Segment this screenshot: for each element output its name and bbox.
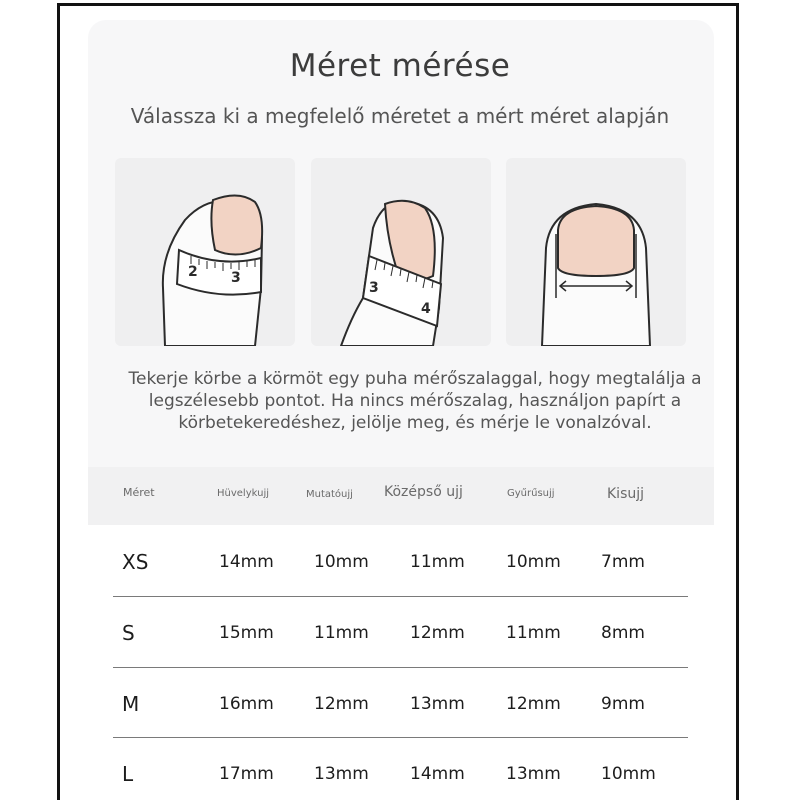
instructions-text: [120, 368, 710, 434]
table-cell: 7mm: [601, 552, 645, 572]
table-cell: 15mm: [219, 623, 274, 643]
header-size: Méret: [123, 486, 155, 499]
page-subtitle: Válassza ki a megfelelő méretet a mért méret alapján: [130, 104, 670, 128]
table-cell: 13mm: [506, 764, 561, 784]
instructions-line: legszélesebb pontot. Ha nincs mérőszalag, használjon papírt a: [148, 391, 682, 411]
table-cell: 12mm: [314, 694, 369, 714]
header-index: Mutatóujj: [306, 489, 353, 500]
header-thumb: Hüvelykujj: [217, 488, 270, 499]
table-cell: 13mm: [410, 694, 465, 714]
tape-number: 3: [369, 280, 379, 296]
table-cell: 14mm: [219, 552, 274, 572]
table-cell: 9mm: [601, 694, 645, 714]
row-divider: [113, 737, 688, 738]
tape-number: 2: [188, 264, 198, 280]
table-cell: 16mm: [219, 694, 274, 714]
table-cell-size: M: [122, 692, 140, 716]
header-middle: Középső ujj: [384, 484, 463, 500]
tape-number: 3: [231, 270, 241, 286]
table-cell: 8mm: [601, 623, 645, 643]
table-cell: 11mm: [314, 623, 369, 643]
table-cell: 10mm: [601, 764, 656, 784]
thumb-tape-measure-icon: [115, 158, 295, 346]
table-cell: 17mm: [219, 764, 274, 784]
header-pinky: Kisujj: [607, 486, 645, 502]
table-cell: 10mm: [314, 552, 369, 572]
instructions-line: Tekerje körbe a körmöt egy puha mérőszalaggal, hogy megtalálja a: [128, 369, 702, 389]
page-title: Méret mérése: [289, 48, 511, 84]
finger-tape-measure-icon: [311, 158, 491, 346]
instructions-line: körbetekeredéshez, jelölje meg, és mérje le vonalzóval.: [178, 413, 652, 433]
table-cell: 11mm: [506, 623, 561, 643]
table-cell: 11mm: [410, 552, 465, 572]
table-cell: 12mm: [410, 623, 465, 643]
table-cell-size: S: [122, 621, 135, 645]
table-cell: 10mm: [506, 552, 561, 572]
table-cell-size: XS: [122, 550, 149, 574]
header-ring: Gyűrűsujj: [507, 488, 555, 499]
tape-number: 4: [421, 301, 431, 317]
nail-width-measure-icon: [506, 158, 686, 346]
table-cell: 13mm: [314, 764, 369, 784]
row-divider: [113, 596, 688, 597]
table-cell: 14mm: [410, 764, 465, 784]
table-cell: 12mm: [506, 694, 561, 714]
row-divider: [113, 667, 688, 668]
table-cell-size: L: [122, 762, 134, 786]
